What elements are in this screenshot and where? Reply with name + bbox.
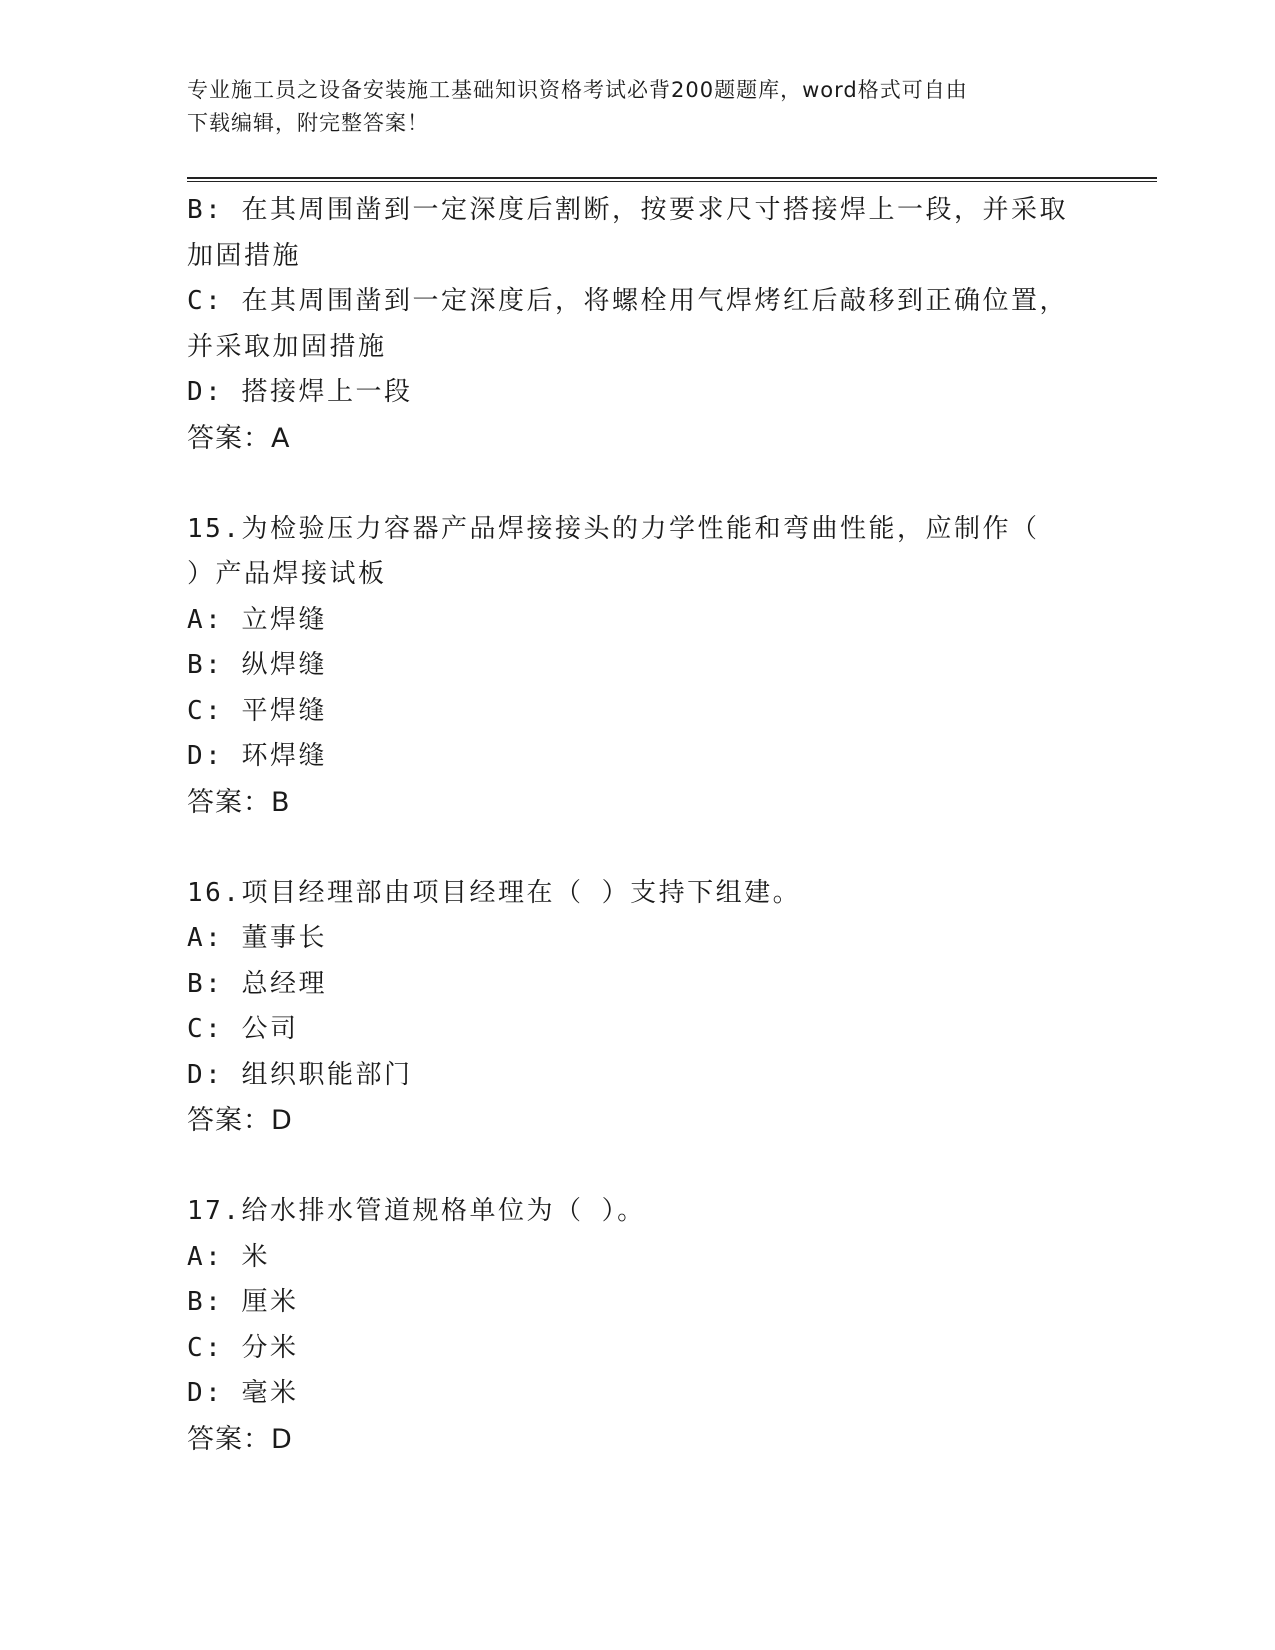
spacer <box>187 825 1087 871</box>
answer: 答案：A <box>187 422 291 454</box>
option-b: B: 纵焊缝 <box>187 650 327 680</box>
option-c-continued: 并采取加固措施 <box>187 331 387 362</box>
option-c: C: 在其周围凿到一定深度后，将螺栓用气焊烤红后敲移到正确位置， <box>187 286 1068 316</box>
question-block-15 <box>187 507 1087 826</box>
option-d: D: 组织职能部门 <box>187 1059 413 1090</box>
option-b: B: 厘米 <box>187 1287 299 1317</box>
question-stem: 16.项目经理部由项目经理在（ ）支持下组建。 <box>187 877 802 908</box>
option-a: A: 米 <box>187 1241 270 1272</box>
option-b: B: 在其周围凿到一定深度后割断，按要求尺寸搭接焊上一段，并采取 <box>187 195 1068 225</box>
spacer <box>187 461 1087 507</box>
spacer <box>187 1144 1087 1190</box>
option-c: C: 分米 <box>187 1332 299 1363</box>
option-d: D: 搭接焊上一段 <box>187 377 413 407</box>
option-a: A: 立焊缝 <box>187 604 327 635</box>
page-header <box>187 74 1087 140</box>
question-stem: 15.为检验压力容器产品焊接接头的力学性能和弯曲性能，应制作（ <box>187 513 1040 544</box>
header-title-line-2: 下载编辑，附完整答案！ <box>187 111 429 135</box>
answer: 答案：D <box>187 1423 293 1455</box>
question-list <box>187 188 1087 1462</box>
question-block-14 <box>187 188 1087 461</box>
question-stem-continued: ）产品焊接试板 <box>187 559 387 589</box>
option-d: D: 环焊缝 <box>187 741 327 771</box>
header-title-line-1: 专业施工员之设备安装施工基础知识资格考试必背200题题库，word格式可自由 <box>187 78 968 102</box>
option-d: D: 毫米 <box>187 1378 299 1408</box>
question-stem: 17.给水排水管道规格单位为（ ）。 <box>187 1196 646 1226</box>
option-a: A: 董事长 <box>187 923 327 953</box>
option-c: C: 公司 <box>187 1014 299 1044</box>
answer: 答案：D <box>187 1105 293 1136</box>
answer: 答案：B <box>187 786 291 818</box>
option-b-continued: 加固措施 <box>187 240 302 271</box>
header-divider <box>187 177 1157 182</box>
question-block-17 <box>187 1189 1087 1462</box>
option-b: B: 总经理 <box>187 968 327 999</box>
question-block-16 <box>187 871 1087 1144</box>
option-c: C: 平焊缝 <box>187 695 327 726</box>
